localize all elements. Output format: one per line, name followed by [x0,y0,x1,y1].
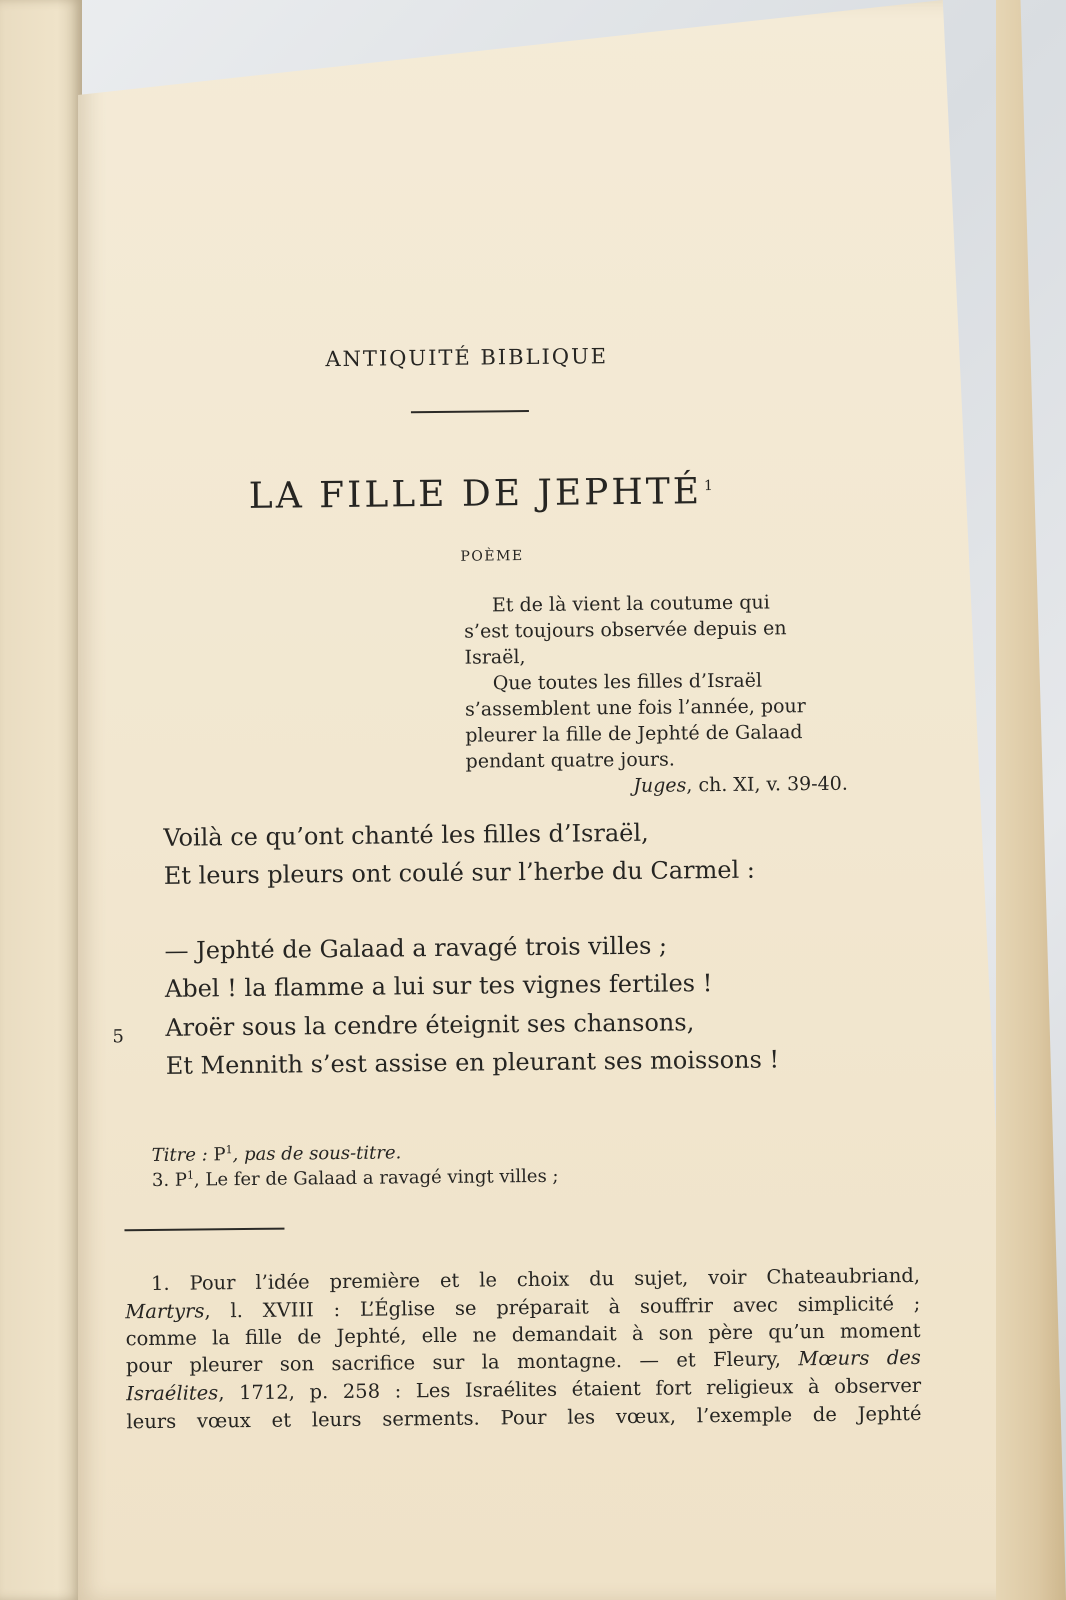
variant-note [152,1141,402,1166]
epigraph-line: pleurer la fille de Jephté de Galaad [465,721,803,747]
footnote-line [126,1346,921,1377]
poem-title-text: LA FILLE DE JEPHTÉ [248,471,703,517]
variant-text: , pas de sous-titre. [232,1142,402,1166]
verse-line: Et Mennith s’est assise en pleurant ses moissons ! [165,1045,780,1080]
epigraph-line: s’assemblent une fois l’année, pour [464,695,806,721]
verse-line: Et leurs pleurs ont coulé sur l’herbe du Carmel : [163,855,756,890]
poem-title [249,471,717,517]
epigraph-line: pendant quatre jours. [465,748,675,773]
footnote-text: , l. XVIII : L’Église se préparait à souffrir avec simplicité ; [204,1291,921,1323]
title-footnote-marker: 1 [703,478,717,495]
heading-rule [411,410,529,413]
verse-line: Voilà ce qu’ont chanté les filles d’Israël, [163,818,649,852]
verse-line: — Jephté de Galaad a ravagé trois villes ; [164,931,668,965]
verse-line: Abel ! la flamme a lui sur tes vignes fertiles ! [164,969,713,1003]
variant-siglum-sup: 1 [225,1143,233,1157]
footnote-line: comme la fille de Jephté, elle ne demandait à son père qu’un moment [125,1318,921,1351]
footnote-italic: Martyrs [125,1299,205,1324]
footnote-rule [124,1228,284,1232]
epigraph [464,589,856,801]
epigraph-source [466,771,856,801]
footnote-line [126,1374,921,1405]
source-book: Juges [633,774,687,797]
variant-label: Titre : [151,1144,214,1166]
footnote-italic: Israélites [126,1381,219,1406]
poem-subtitle: POÈME [460,548,524,565]
epigraph-line: s’est toujours observée depuis en [464,617,787,643]
epigraph-line: Que toutes les filles d’Israël [492,669,763,695]
variant-text: , Le fer de Galaad a ravagé vingt villes ; [193,1165,559,1191]
footnote-text: , 1712, p. 258 : Les Israélites étaient fort religieux à observer [218,1373,922,1405]
variant-label: 3. [151,1169,175,1191]
epigraph-line: Et de là vient la coutume qui [491,591,770,617]
footnote-text: pour pleurer son sacrifice sur la montagne. — et Fleury, [125,1347,799,1378]
line-number: 5 [112,1026,125,1048]
footnote-italic: Mœurs des [798,1345,921,1371]
source-reference: , ch. XI, v. 39-40. [686,772,848,797]
footnote-line: 1. Pour l’idée première et le choix du sujet, voir Chateaubriand, [150,1263,921,1295]
section-heading: ANTIQUITÉ BIBLIQUE [325,344,609,372]
variant-siglum: P [174,1169,188,1191]
variant-siglum: P [213,1144,226,1166]
verse-line: Aroër sous la cendre éteignit ses chansons, [165,1008,695,1042]
variant-siglum-sup: 1 [186,1168,195,1182]
footnote-line: leurs vœux et leurs serments. Pour les vœux, l’exemple de Jephté [126,1401,922,1434]
epigraph-line: Israël, [464,646,526,669]
variant-note [152,1165,559,1191]
footnote-line [125,1292,920,1323]
